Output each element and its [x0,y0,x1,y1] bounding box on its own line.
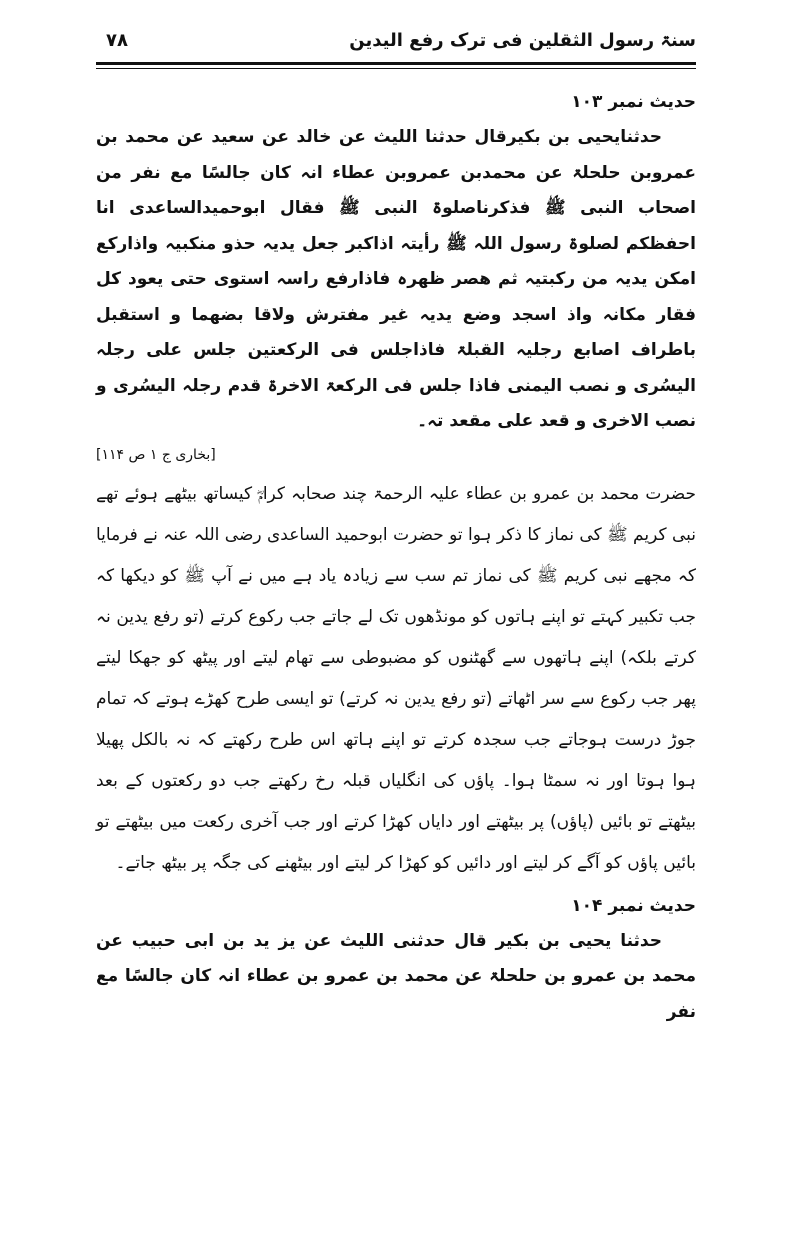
page-header [96,28,696,60]
page-number: ۷۸ [106,30,128,51]
hadith-103-reference [96,440,696,474]
hadith-104-arabic-body: حدثنا یحیی بن بکیر قال حدثنی اللیث عن یز ید بن ابی حبیب عن محمد بن عمرو بن حلحلۃ عن محمد بن عمرو بن عطاء انہ کان جالسًا مع نفر [96,930,696,1022]
hadith-103-arabic-text [96,120,696,440]
hadith-104-heading: حدیث نمبر ۱۰۴ [571,895,696,916]
page-body [96,84,696,1030]
hadith-103-heading: حدیث نمبر ۱۰۳ [571,92,696,112]
hadith-103-arabic-body: حدثنایحیی بن بکیرقال حدثنا اللیث عن خالد عن سعید عن محمد بن عمروبن حلحلۃ عن محمدبن عمروبن عطاء انہ کان جالسًا مع نفر من اصحاب النبی ﷺ فذکرناصلوۃ النبی ﷺ فقال ابوحمیدالساعدی انا احفظکم لصلوۃ رسول اللہ ﷺ رأیتہ اذاکبر جعل یدیہ حذو منکبیہ واذارکع امکن یدیہ من رکبتیہ ثم ھصر ظھرہ فاذارفع راسہ استوی حتی یعود کل فقار مکانہ واذ اسجد وضع یدیہ غیر مفترش ولاقا بضھما و استقبل باطراف اصابع رجلیہ القبلۃ فاذاجلس فی الرکعتین جلس علی رجلہ الیسُری و نصب الیمنی فاذا جلس فی الرکعۃ الاخرۃ قدم رجلہ الیسُری و نصب الاخری و قعد علی مقعد تہ۔ [96,127,696,431]
hadith-104-arabic-text [96,924,696,1031]
reference-label: [بخاری ج ۱ ص ۱۱۴] [96,446,216,463]
header-rule-thin [96,68,696,69]
hadith-103-urdu-translation: حضرت محمد بن عمرو بن عطاء علیہ الرحمۃ چند صحابہ کرامؓ کیساتھ بیٹھے ہوئے تھے نبی کریم ﷺ کی نماز کا ذکر ہوا تو حضرت ابوحمید الساعدی رضی اللہ عنہ نے فرمایا کہ مجھے نبی کریم ﷺ کی نماز تم سب سے زیادہ یاد ہے میں نے آپ ﷺ کو دیکھا کہ جب تکبیر کہتے تو اپنے ہاتوں کو مونڈھوں تک لے جاتے جب رکوع کرتے (تو رفع یدین نہ کرتے بلکہ) اپنے ہاتھوں سے گھٹنوں کو مضبوطی سے تھام لیتے اور پیٹھ کو جھکا لیتے پھر جب رکوع سے سر اٹھاتے (تو رفع یدین نہ کرتے) تو ایسی طرح کھڑے ہوتے کہ تمام جوڑ درست ہوجاتے جب سجدہ کرتے تو اپنے ہاتھ اس طرح رکھتے کہ نہ بالکل پھیلا ہوا ہوتا اور نہ سمٹا ہوا۔ پاؤں کی انگلیاں قبلہ رخ رکھتے جب دو رکعتوں کے بعد بیٹھتے تو بائیں (پاؤں) پر بیٹھتے اور دایاں کھڑا کرتے اور جب آخری رکعت میں بیٹھتے تو بائیں پاؤں کو آگے کر لیتے اور دائیں کو کھڑا کر لیتے اور بیٹھنے کی جگہ پر بیٹھ جاتے۔ [96,483,696,873]
header-rule-thick [96,62,696,65]
running-title: سنۃ رسول الثقلین فی ترک رفع الیدین [349,30,696,51]
